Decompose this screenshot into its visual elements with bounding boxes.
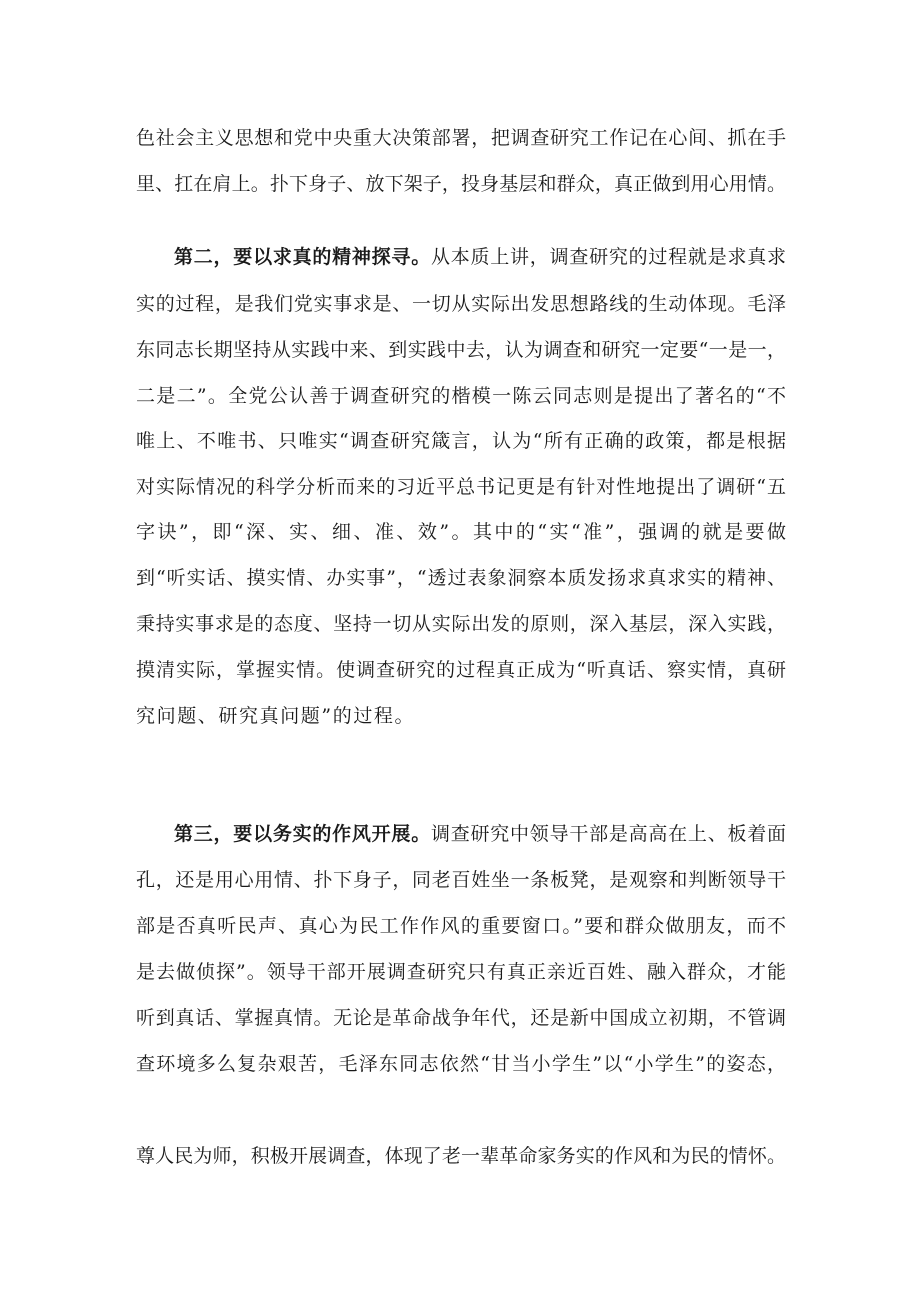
- text-line: 是去做侦探”。领导干部开展调查研究只有真正亲近百姓、融入群众，才能: [136, 961, 786, 983]
- text-line: 到“听实话、摸实情、办实事”，“透过表象洞察本质发扬求真求实的精神、: [136, 567, 786, 589]
- text-line: [174, 814, 786, 854]
- text-line: 听到真话、掌握真情。无论是革命战争年代，还是新中国成立初期，不管调: [136, 1007, 786, 1029]
- paragraph-heading: 第三，要以务实的作风开展。: [174, 823, 431, 845]
- text-line: 里、扛在肩上。扑下身子、放下架子，投身基层和群众，真正做到用心用情。: [136, 173, 786, 195]
- text-line: 色社会主义思想和党中央重大决策部署，把调查研究工作记在心间、抓在手: [136, 127, 786, 149]
- text-line: 实的过程，是我们党实事求是、一切从实际出发思想路线的生动体现。毛泽: [136, 293, 786, 315]
- text-line: 对实际情况的科学分析而来的习近平总书记更是有针对性地提出了调研“五: [136, 476, 786, 498]
- text-line: 字诀”，即“深、实、细、准、效”。其中的“实“准”，强调的就是要做: [136, 521, 786, 543]
- text-line: 查环境多么复杂艰苦，毛泽东同志依然“甘当小学生”以“小学生”的姿态，: [136, 1053, 786, 1075]
- text-line: 唯上、不唯书、只唯实“调查研究箴言，认为“所有正确的政策，都是根据: [136, 430, 786, 452]
- text-line: 摸清实际，掌握实情。使调查研究的过程真正成为“听真话、察实情，真研: [136, 659, 786, 681]
- text-span: 调查研究中领导干部是高高在上、板着面: [430, 823, 786, 845]
- text-span: 从本质上讲，调查研究的过程就是求真求: [430, 246, 786, 268]
- text-line: 秉持实事求是的态度、坚持一切从实际出发的原则，深入基层，深入实践，: [136, 613, 786, 635]
- text-line: 究问题、研究真问题”的过程。: [136, 705, 416, 727]
- text-line: [174, 237, 786, 277]
- text-line: 尊人民为师，积极开展调查，体现了老一辈革命家务实的作风和为民的情怀。: [136, 1145, 786, 1167]
- text-line: 孔，还是用心用情、扑下身子，同老百姓坐一条板凳，是观察和判断领导干: [136, 869, 786, 891]
- text-line: 二是二”。全党公认善于调查研究的楷模一陈云同志则是提出了著名的“不: [136, 385, 786, 407]
- text-line: 东同志长期坚持从实践中来、到实践中去，认为调查和研究一定要“一是一，: [136, 339, 786, 361]
- paragraph-heading: 第二，要以求真的精神探寻。: [174, 246, 431, 268]
- text-line: 部是否真听民声、真心为民工作作风的重要窗口。”要和群众做朋友，而不: [136, 915, 786, 937]
